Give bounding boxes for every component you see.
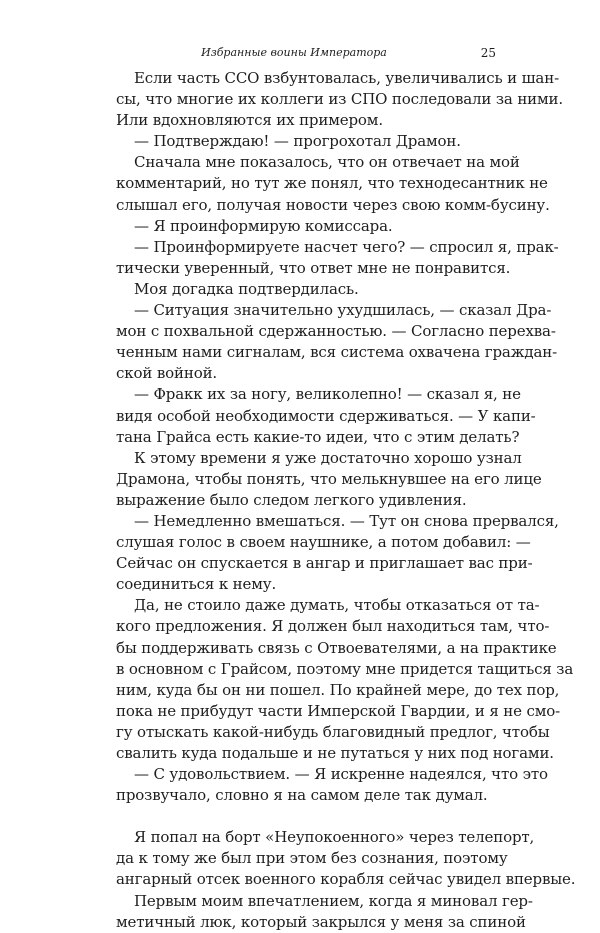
running-title: Избранные воины Императора <box>201 46 387 59</box>
text-line: Моя догадка подтвердилась. <box>134 279 359 298</box>
text-line: ангарный отсек военного корабля сейчас увидел впервые. <box>116 870 576 889</box>
text-line: слушая голос в своем наушнике, а потом добавил: — <box>116 533 531 552</box>
text-line: комментарий, но тут же понял, что технодесантник не <box>116 174 548 193</box>
body-text <box>116 68 576 933</box>
text-line: в основном с Грайсом, поэтому мне придется тащиться за <box>116 659 574 678</box>
text-line: метичный люк, который закрылся у меня за спиной <box>116 912 526 931</box>
text-line: К этому времени я уже достаточно хорошо узнал <box>134 448 522 467</box>
text-line: тически уверенный, что ответ мне не понравится. <box>116 258 511 277</box>
text-line: — Немедленно вмешаться. — Тут он снова прервался, <box>134 511 559 530</box>
text-line: видя особой необходимости сдерживаться. — У капи- <box>116 406 536 425</box>
text-line: Если часть ССО взбунтовалась, увеличивались и шан- <box>134 69 559 87</box>
page-number: 25 <box>480 46 496 60</box>
text-line: тана Грайса есть какие-то идеи, что с этим делать? <box>116 427 520 446</box>
text-line: слышал его, получая новости через свою комм-бусину. <box>116 195 550 214</box>
text-line: Сначала мне показалось, что он отвечает на мой <box>134 153 520 172</box>
text-line: Я попал на борт «Неупокоенного» через телепорт, <box>134 828 535 847</box>
text-line: мон с похвальной сдержанностью. — Согласно перехва- <box>116 322 556 341</box>
text-line: сы, что многие их коллеги из СПО последовали за ними. <box>116 90 564 109</box>
running-head <box>92 46 496 66</box>
text-line: — С удовольствием. — Я искренне надеялся, что это <box>134 765 548 784</box>
section-break <box>116 806 486 827</box>
text-line: ним, куда бы он ни пошел. По крайней мере, до тех пор, <box>116 680 560 699</box>
text-line: бы поддерживать связь с Отвоевателями, а на практике <box>116 638 557 657</box>
text-line: — Ситуация значительно ухудшилась, — сказал Дра- <box>134 301 552 320</box>
text-line: кого предложения. Я должен был находиться там, что- <box>116 617 550 636</box>
text-line: — Фракк их за ногу, великолепно! — сказал я, не <box>134 385 521 404</box>
text-line: Или вдохновляются их примером. <box>116 111 383 130</box>
text-line: да к тому же был при этом без сознания, поэтому <box>116 849 508 868</box>
text-line: свалить куда подальше и не путаться у них под ногами. <box>116 744 554 762</box>
text-line: Сейчас он спускается в ангар и приглашает вас при- <box>116 554 533 573</box>
text-line: ченным нами сигналам, вся система охвачена граждан- <box>116 343 558 362</box>
text-line: гу отыскать какой-нибудь благовидный предлог, чтобы <box>116 722 550 741</box>
text-line: ской войной. <box>116 364 218 383</box>
text-line: Первым моим впечатлением, когда я миновал гер- <box>134 891 533 910</box>
text-line: прозвучало, словно я на самом деле так думал. <box>116 786 488 805</box>
text-line: пока не прибудут части Имперской Гвардии, и я не смо- <box>116 701 561 720</box>
text-line: выражение было следом легкого удивления. <box>116 490 467 509</box>
text-line: — Подтверждаю! — прогрохотал Драмон. <box>134 132 461 151</box>
text-line: — Проинформируете насчет чего? — спросил я, прак- <box>134 237 559 256</box>
text-line: Да, не стоило даже думать, чтобы отказаться от та- <box>134 596 540 615</box>
text-line: — Я проинформирую комиссара. <box>134 216 393 235</box>
text-line: Драмона, чтобы понять, что мелькнувшее на его лице <box>116 469 542 488</box>
text-line: соединиться к нему. <box>116 575 277 594</box>
